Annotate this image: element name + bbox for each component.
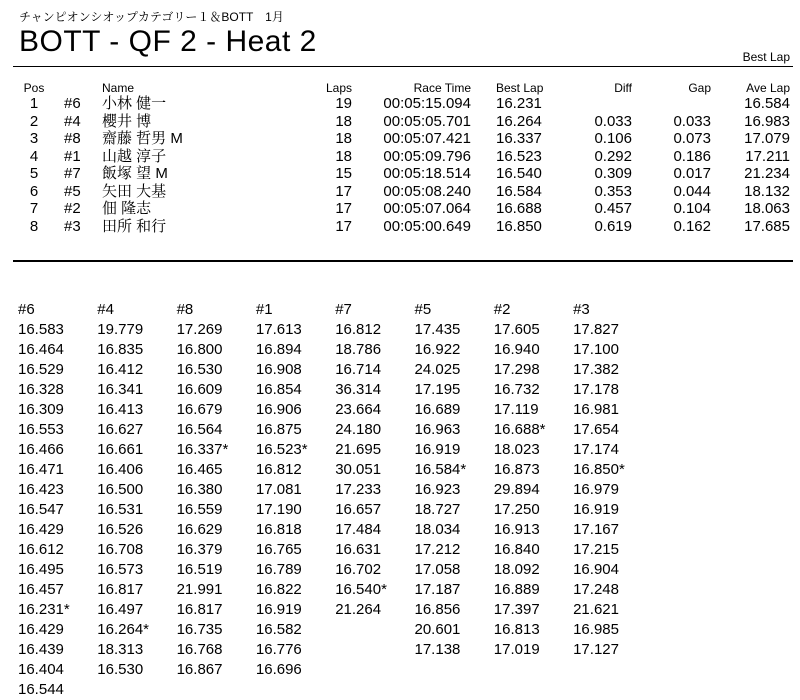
lap-time: 17.167 — [573, 521, 619, 538]
results-table — [0, 82, 800, 235]
lap-column-header: #5 — [414, 301, 432, 318]
lap-time: 16.530 — [97, 661, 144, 678]
lap-time: 16.817 — [176, 601, 223, 618]
lap-time: 16.526 — [97, 521, 144, 538]
lap-time: 21.695 — [335, 441, 382, 458]
lap-time: 17.127 — [573, 641, 619, 658]
driver-name: 櫻井 博 — [102, 112, 152, 130]
pos: 4 — [29, 147, 39, 165]
lap-time: 16.627 — [97, 421, 144, 438]
ave-lap: 18.132 — [744, 182, 790, 200]
lap-time: 16.689 — [414, 401, 461, 418]
lap-time: 16.768 — [176, 641, 223, 658]
sort-label: Best Lap — [742, 50, 790, 64]
pos: 2 — [29, 112, 39, 130]
lap-time: 16.940 — [493, 341, 540, 358]
lap-column — [18, 300, 97, 700]
driver-name: 佃 隆志 — [102, 200, 152, 217]
lap-time: 17.233 — [335, 481, 382, 498]
ave-lap: 17.685 — [744, 217, 790, 235]
lap-time: 16.904 — [573, 561, 619, 578]
best-lap: 16.850 — [496, 217, 542, 235]
lap-time: 17.484 — [335, 521, 382, 538]
lap-time: 16.735 — [176, 621, 223, 638]
lap-time: 16.404 — [18, 661, 64, 678]
lap-time: 16.818 — [255, 521, 302, 538]
lap-time: 17.435 — [414, 321, 461, 338]
race-time: 00:05:15.094 — [383, 95, 471, 112]
lap-column — [335, 300, 414, 620]
lap-time: 16.540* — [335, 581, 387, 598]
col-name: Name — [102, 81, 135, 95]
best-lap: 16.688 — [496, 200, 542, 217]
lap-time: 16.708 — [97, 541, 144, 558]
laps: 15 — [335, 165, 352, 182]
lap-column-header: #7 — [335, 301, 352, 318]
lap-time: 16.465 — [176, 461, 223, 478]
best-lap: 16.337 — [496, 130, 542, 147]
lap-time: 21.264 — [335, 601, 382, 618]
lap-time: 16.547 — [18, 501, 64, 518]
best-lap: 16.523 — [496, 147, 542, 165]
diff: 0.457 — [594, 200, 632, 217]
lap-time: 21.621 — [573, 601, 619, 618]
lap-time: 16.867 — [176, 661, 223, 678]
diff: 0.033 — [594, 112, 632, 130]
col-ave-lap: Ave Lap — [746, 81, 790, 95]
lap-time: 20.601 — [414, 621, 461, 638]
race-time: 00:05:09.796 — [383, 147, 471, 165]
lap-time: 16.379 — [176, 541, 223, 558]
lap-time: 16.231* — [18, 601, 70, 618]
lap-time: 17.298 — [493, 361, 540, 378]
race-time: 00:05:00.649 — [383, 217, 471, 235]
lap-time: 16.875 — [255, 421, 302, 438]
lap-time: 16.380 — [176, 481, 223, 498]
lap-time: 17.248 — [573, 581, 619, 598]
lap-time: 17.827 — [573, 321, 619, 338]
lap-time: 16.800 — [176, 341, 223, 358]
lap-time: 16.688* — [493, 421, 546, 438]
lap-time: 16.765 — [255, 541, 302, 558]
pos: 7 — [29, 200, 39, 217]
race-time: 00:05:18.514 — [383, 165, 471, 182]
kart-number: #2 — [64, 200, 81, 217]
ave-lap: 16.983 — [744, 112, 790, 130]
lap-time: 16.661 — [97, 441, 144, 458]
lap-time: 17.100 — [573, 341, 619, 358]
lap-time: 16.906 — [255, 401, 302, 418]
lap-time: 16.573 — [97, 561, 144, 578]
result-row — [0, 95, 800, 113]
lap-time: 16.500 — [97, 481, 144, 498]
best-lap: 16.540 — [496, 165, 542, 182]
lap-time: 16.529 — [18, 361, 64, 378]
lap-time: 17.654 — [573, 421, 619, 438]
lap-time: 18.313 — [97, 641, 144, 658]
lap-time: 16.582 — [255, 621, 302, 638]
lap-time: 16.412 — [97, 361, 144, 378]
lap-time: 16.657 — [335, 501, 382, 518]
lap-time: 16.544 — [18, 681, 64, 698]
lap-column-header: #3 — [573, 301, 590, 318]
lap-time: 16.609 — [176, 381, 223, 398]
lap-time: 16.889 — [493, 581, 540, 598]
diff: 0.106 — [594, 130, 632, 147]
laps: 18 — [335, 147, 352, 165]
diff: 0.309 — [594, 165, 632, 182]
lap-time: 16.429 — [18, 521, 64, 538]
lap-time: 16.497 — [97, 601, 144, 618]
lap-time: 16.471 — [18, 461, 64, 478]
lap-time: 24.180 — [335, 421, 382, 438]
lap-time: 16.812 — [255, 461, 302, 478]
pos: 5 — [29, 165, 39, 182]
lap-time: 17.250 — [493, 501, 540, 518]
lap-column — [415, 300, 494, 660]
gap: 0.104 — [673, 200, 711, 217]
lap-time: 16.406 — [97, 461, 144, 478]
lap-time: 16.919 — [573, 501, 619, 518]
lap-time: 18.092 — [493, 561, 540, 578]
lap-time: 16.559 — [176, 501, 223, 518]
lap-time: 17.215 — [573, 541, 619, 558]
lap-time: 16.979 — [573, 481, 619, 498]
lap-time: 16.963 — [414, 421, 461, 438]
lap-time: 16.894 — [255, 341, 302, 358]
lap-time: 16.341 — [97, 381, 144, 398]
lap-time: 16.812 — [335, 321, 382, 338]
race-time: 00:05:07.421 — [383, 130, 471, 147]
lap-time: 16.439 — [18, 641, 64, 658]
laps: 17 — [335, 200, 352, 217]
lap-column — [177, 300, 256, 680]
lap-time: 17.605 — [493, 321, 540, 338]
result-row — [0, 113, 800, 131]
lap-time: 16.981 — [573, 401, 619, 418]
lap-time: 16.564 — [176, 421, 223, 438]
lap-column-header: #2 — [493, 301, 511, 318]
results-divider — [13, 260, 793, 262]
best-lap: 16.584 — [496, 182, 542, 200]
pos: 6 — [29, 182, 39, 200]
lap-time: 16.264* — [97, 621, 150, 638]
col-gap: Gap — [688, 81, 711, 95]
lap-time: 18.786 — [335, 341, 382, 358]
lap-time: 16.466 — [18, 441, 64, 458]
lap-time: 29.894 — [493, 481, 540, 498]
lap-time: 17.212 — [414, 541, 461, 558]
lap-time: 17.187 — [414, 581, 461, 598]
driver-name: 矢田 大基 — [102, 182, 167, 200]
lap-time: 16.919 — [414, 441, 461, 458]
laps: 18 — [335, 112, 352, 130]
result-row — [0, 130, 800, 148]
gap: 0.162 — [673, 217, 711, 235]
race-time: 00:05:05.701 — [383, 112, 471, 130]
lap-time: 36.314 — [335, 381, 382, 398]
lap-time: 17.190 — [255, 501, 302, 518]
driver-name: 田所 和行 — [102, 217, 167, 235]
lap-time: 19.779 — [97, 321, 144, 338]
lap-time: 16.309 — [18, 401, 64, 418]
header-divider — [13, 66, 793, 67]
lap-column — [256, 300, 335, 680]
col-diff: Diff — [614, 81, 632, 95]
lap-time: 16.908 — [255, 361, 302, 378]
page-title: BOTT - QF 2 - Heat 2 — [19, 25, 317, 58]
lap-time: 16.429 — [18, 621, 64, 638]
lap-time: 16.873 — [493, 461, 540, 478]
lap-time: 16.923 — [414, 481, 461, 498]
lap-time: 16.696 — [255, 661, 302, 678]
driver-name: 齋藤 哲男 M — [102, 130, 183, 147]
gap: 0.073 — [673, 130, 711, 147]
driver-name: 小林 健一 — [102, 95, 167, 112]
lap-time: 17.178 — [573, 381, 619, 398]
lap-time: 16.413 — [97, 401, 144, 418]
lap-time: 16.817 — [97, 581, 144, 598]
lap-time: 16.531 — [97, 501, 144, 518]
lap-time: 16.631 — [335, 541, 382, 558]
lap-column — [97, 300, 176, 680]
lap-time: 16.922 — [414, 341, 461, 358]
lap-time: 16.850* — [573, 461, 625, 478]
lap-time: 17.019 — [493, 641, 540, 658]
result-row — [0, 218, 800, 236]
lap-time: 16.732 — [493, 381, 540, 398]
kart-number: #5 — [64, 182, 81, 200]
lap-time: 16.553 — [18, 421, 64, 438]
col-laps: Laps — [325, 81, 352, 95]
gap: 0.033 — [673, 112, 711, 130]
results-header-row — [0, 82, 800, 95]
ave-lap: 17.211 — [745, 147, 790, 165]
gap: 0.186 — [673, 147, 711, 165]
ave-lap: 17.079 — [744, 130, 790, 147]
lap-time: 16.854 — [255, 381, 302, 398]
diff: 0.619 — [594, 217, 632, 235]
lap-time: 18.023 — [493, 441, 540, 458]
kart-number: #3 — [64, 217, 81, 235]
gap: 0.017 — [673, 165, 711, 182]
lap-time: 24.025 — [414, 361, 461, 378]
lap-column — [573, 300, 652, 660]
lap-time: 17.138 — [414, 641, 461, 658]
lap-time: 16.714 — [335, 361, 382, 378]
lap-time: 16.629 — [176, 521, 223, 538]
lap-time: 16.856 — [414, 601, 461, 618]
lap-time: 16.530 — [176, 361, 223, 378]
best-lap: 16.231 — [496, 95, 542, 112]
lap-time: 16.519 — [176, 561, 223, 578]
lap-column — [494, 300, 573, 660]
lap-time: 16.423 — [18, 481, 64, 498]
lap-time: 16.840 — [493, 541, 540, 558]
lap-time: 17.382 — [573, 361, 619, 378]
race-time: 00:05:08.240 — [383, 182, 471, 200]
lap-time: 17.058 — [414, 561, 461, 578]
laps: 17 — [335, 182, 352, 200]
lap-time: 18.727 — [414, 501, 461, 518]
kart-number: #8 — [64, 130, 81, 147]
lap-time: 16.464 — [18, 341, 64, 358]
lap-time: 16.337* — [176, 441, 229, 458]
lap-column-header: #1 — [255, 301, 273, 318]
lap-time: 18.034 — [414, 521, 461, 538]
lap-column-header: #4 — [97, 301, 114, 318]
diff: 0.353 — [594, 182, 632, 200]
lap-time: 16.985 — [573, 621, 619, 638]
kart-number: #4 — [64, 112, 81, 130]
lap-time: 16.913 — [493, 521, 540, 538]
gap: 0.044 — [673, 182, 711, 200]
lap-time: 16.457 — [18, 581, 64, 598]
ave-lap: 18.063 — [744, 200, 790, 217]
laps: 19 — [335, 95, 352, 112]
driver-name: 飯塚 望 M — [102, 165, 168, 182]
lap-time: 17.269 — [176, 321, 223, 338]
lap-time: 16.612 — [18, 541, 64, 558]
lap-time: 16.679 — [176, 401, 223, 418]
lap-time: 17.397 — [493, 601, 540, 618]
diff: 0.292 — [594, 147, 632, 165]
lap-time: 30.051 — [335, 461, 382, 478]
lap-time: 16.813 — [493, 621, 540, 638]
lap-time: 23.664 — [335, 401, 382, 418]
event-subtitle: チャンピオンシオップカテゴリー１＆BOTT 1月 — [19, 10, 284, 24]
race-time: 00:05:07.064 — [383, 200, 471, 217]
ave-lap: 16.584 — [744, 95, 790, 112]
kart-number: #1 — [64, 147, 81, 165]
lap-time: 16.789 — [255, 561, 302, 578]
result-row — [0, 200, 800, 218]
pos: 3 — [29, 130, 39, 147]
laps: 18 — [335, 130, 352, 147]
lap-time: 16.776 — [255, 641, 302, 658]
driver-name: 山越 淳子 — [102, 147, 167, 165]
lap-time: 16.702 — [335, 561, 382, 578]
lap-time: 16.919 — [255, 601, 302, 618]
lap-time: 16.523* — [255, 441, 308, 458]
result-row — [0, 148, 800, 166]
laps: 17 — [335, 217, 352, 235]
col-race-time: Race Time — [413, 81, 471, 95]
lap-time: 17.613 — [255, 321, 302, 338]
lap-time: 16.822 — [255, 581, 302, 598]
result-row — [0, 165, 800, 183]
kart-number: #7 — [64, 165, 81, 182]
lap-time: 16.328 — [18, 381, 64, 398]
ave-lap: 21.234 — [744, 165, 790, 182]
lap-time: 17.119 — [493, 401, 539, 418]
pos: 1 — [29, 95, 39, 112]
col-pos: Pos — [23, 81, 45, 95]
lap-column-header: #8 — [176, 301, 194, 318]
col-best-lap: Best Lap — [496, 81, 544, 95]
lap-time: 17.174 — [573, 441, 619, 458]
pos: 8 — [29, 217, 39, 235]
lap-time: 17.081 — [255, 481, 302, 498]
result-row — [0, 183, 800, 201]
kart-number: #6 — [64, 95, 81, 112]
lap-column-header: #6 — [18, 301, 35, 318]
lap-time: 16.584* — [414, 461, 467, 478]
lap-time: 21.991 — [176, 581, 223, 598]
best-lap: 16.264 — [496, 112, 542, 130]
lap-time: 16.583 — [18, 321, 64, 338]
lap-time: 16.495 — [18, 561, 64, 578]
lap-time: 17.195 — [414, 381, 461, 398]
lap-time: 16.835 — [97, 341, 144, 358]
